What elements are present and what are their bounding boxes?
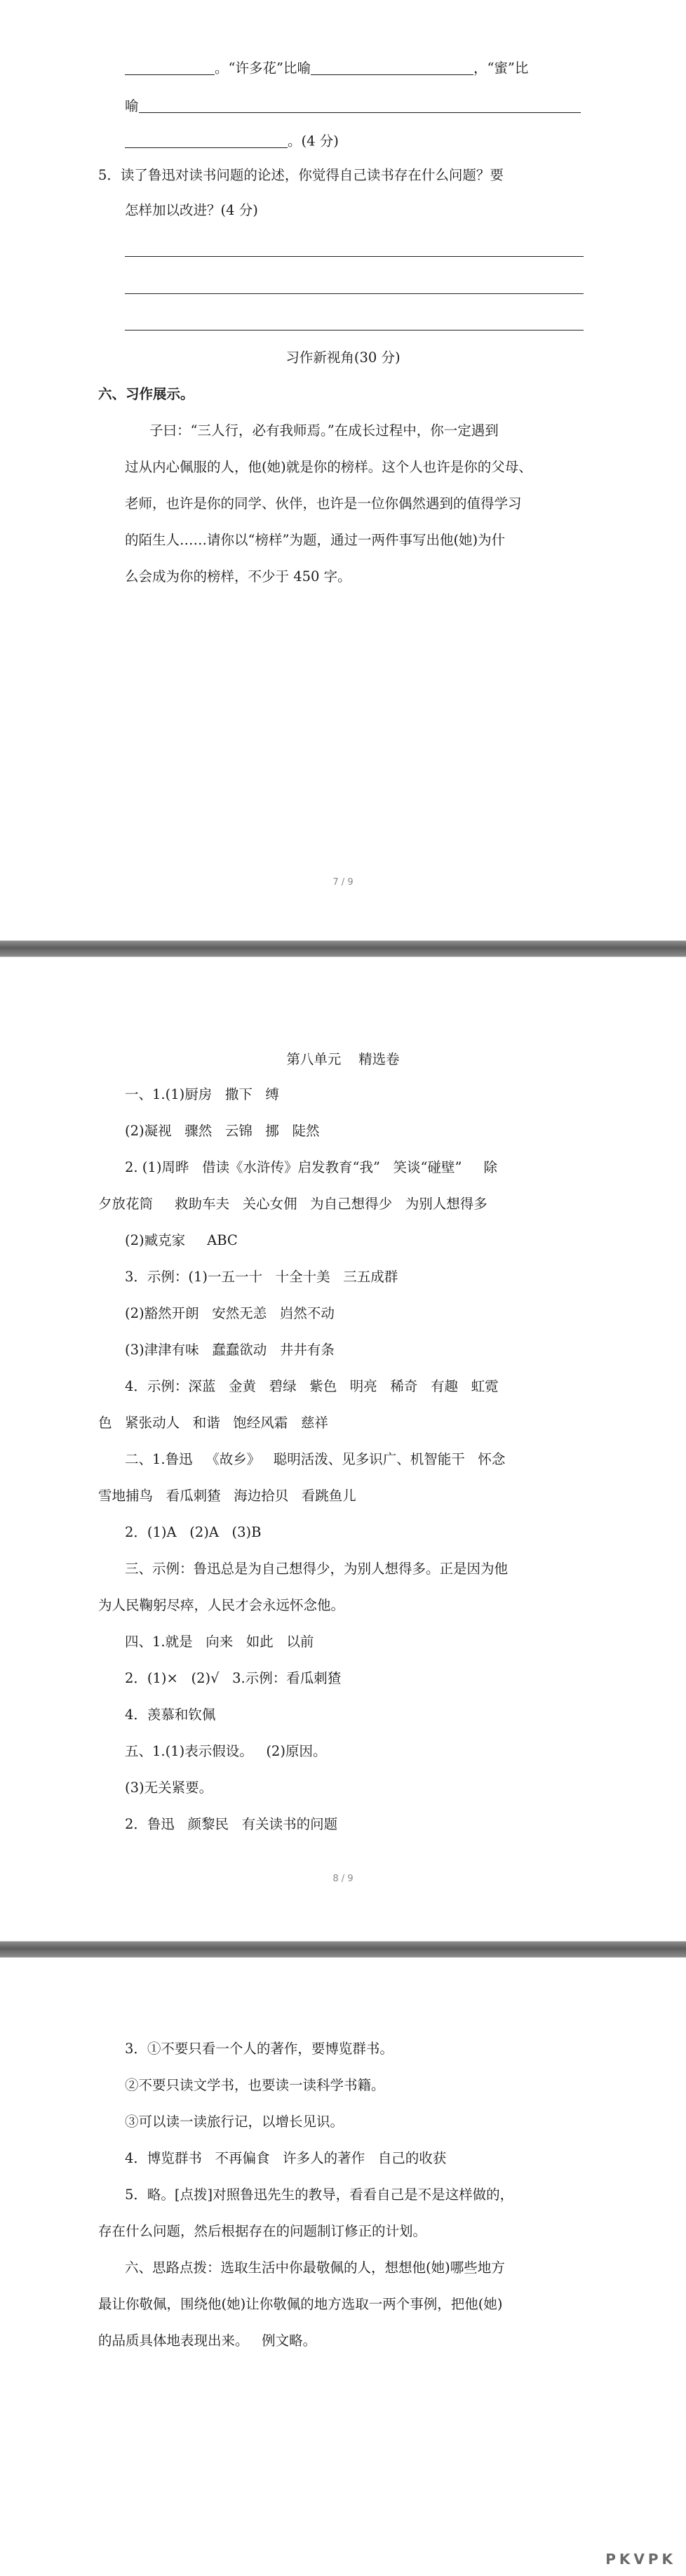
answer-key-title: 第八单元 精选卷: [286, 1051, 400, 1067]
answer-line: 4．羡慕和钦佩: [125, 1707, 216, 1723]
answer-line: 为人民鞠躬尽瘁，人民才会永远怀念他。: [98, 1597, 345, 1613]
answer-line: 三、示例：鲁迅总是为自己想得少，为别人想得多。正是因为他: [125, 1561, 509, 1577]
answer-line: ②不要只读文学书，也要读一读科学书籍。: [125, 2077, 385, 2093]
answer-line: ③可以读一读旅行记，以增长见识。: [125, 2114, 344, 2130]
answer-line: 2．(1)× (2)√ 3.示例：看瓜刺猹: [125, 1670, 342, 1686]
answer-line: 3．示例：(1)一五一十 十全十美 三五成群: [125, 1269, 398, 1285]
answer-line: (3)无关紧要。: [125, 1780, 213, 1796]
page-separator: [0, 1941, 686, 1958]
essay-line-3: 老师，也许是你的同学、伙伴，也许是一位你偶然遇到的值得学习: [125, 495, 522, 512]
answer-line: (3)津津有味 蠢蠢欲动 井井有条: [125, 1342, 335, 1358]
q5-line-2: 怎样加以改进？(4 分): [125, 202, 258, 218]
answer-line: 2. (1)周晔 借读《水浒传》启发教育“我” 笑谈“碰壁” 除: [125, 1159, 497, 1175]
answer-line: 一、1.(1)厨房 撒下 缚: [125, 1086, 279, 1102]
part-6-title: 六、习作展示。: [98, 386, 194, 402]
answer-line-2: [125, 293, 584, 294]
answer-line: 2．(1)A (2)A (3)B: [125, 1524, 262, 1540]
q4-line-2: 喻: [125, 98, 581, 113]
page-9: [0, 1965, 686, 2576]
page-8: [0, 958, 686, 1933]
q4-line-1: 。“许多花”比喻 ，“蜜”比: [125, 60, 528, 75]
answer-line-1: [125, 256, 584, 257]
answer-line: 五、1.(1)表示假设。 (2)原因。: [125, 1743, 327, 1759]
page-number: 7 / 9: [332, 877, 354, 888]
essay-line-4: 的陌生人……请你以“榜样”为题，通过一两件事写出他(她)为什: [125, 532, 506, 548]
answer-line-3: [125, 330, 584, 331]
answer-line: 雪地捕鸟 看瓜刺猹 海边拾贝 看跳鱼儿: [98, 1488, 356, 1504]
page-separator: [0, 940, 686, 957]
essay-line-2: 过从内心佩服的人，他(她)就是你的榜样。这个人也许是你的父母、: [125, 459, 532, 475]
answer-line: 2．鲁迅 颜黎民 有关读书的问题: [125, 1816, 338, 1832]
answer-line: 5．略。[点拨]对照鲁迅先生的教导，看看自己是不是这样做的，: [125, 2187, 514, 2203]
answer-line: 色 紧张动人 和谐 饱经风霜 慈祥: [98, 1415, 328, 1431]
essay-line-5: 么会成为你的榜样，不少于 450 字。: [125, 568, 351, 585]
page-7: [0, 0, 686, 933]
answer-line: (2)凝视 骤然 云锦 挪 陡然: [125, 1123, 320, 1139]
q4-line-3: 。(4 分): [125, 133, 339, 148]
answer-line: 的品质具体地表现出来。 例文略。: [98, 2333, 317, 2349]
answer-line: 3．①不要只看一个人的著作，要博览群书。: [125, 2041, 394, 2057]
section-heading: 习作新视角(30 分): [285, 349, 401, 366]
answer-line: (2)臧克家 ABC: [125, 1232, 238, 1248]
answer-line: 四、1.就是 向来 如此 以前: [125, 1634, 314, 1650]
answer-line: 存在什么问题，然后根据存在的问题制订修正的计划。: [98, 2223, 427, 2239]
answer-line: 夕放花筒 救助车夫 关心女佣 为自己想得少 为别人想得多: [98, 1196, 487, 1212]
page-number: 8 / 9: [332, 1874, 354, 1884]
q5-line-1: 5．读了鲁迅对读书问题的论述，你觉得自己读书存在什么问题？要: [98, 167, 504, 183]
answer-line: 4．示例：深蓝 金黄 碧绿 紫色 明亮 稀奇 有趣 虹霓: [125, 1378, 499, 1394]
essay-line-1: 子曰：“三人行，必有我师焉。”在成长过程中，你一定遇到: [149, 422, 499, 439]
watermark: PKVPK: [605, 2551, 676, 2568]
answer-line: 最让你敬佩，围绕他(她)让你敬佩的地方选取一两个事例，把他(她): [98, 2296, 503, 2312]
answer-line: 4．博览群书 不再偏食 许多人的著作 自己的收获: [125, 2150, 447, 2166]
answer-line: 六、思路点拨：选取生活中你最敬佩的人，想想他(她)哪些地方: [125, 2260, 505, 2276]
answer-line: (2)豁然开朗 安然无恙 岿然不动: [125, 1305, 335, 1321]
answer-line: 二、1.鲁迅 《故乡》 聪明活泼、见多识广、机智能干 怀念: [125, 1451, 506, 1467]
